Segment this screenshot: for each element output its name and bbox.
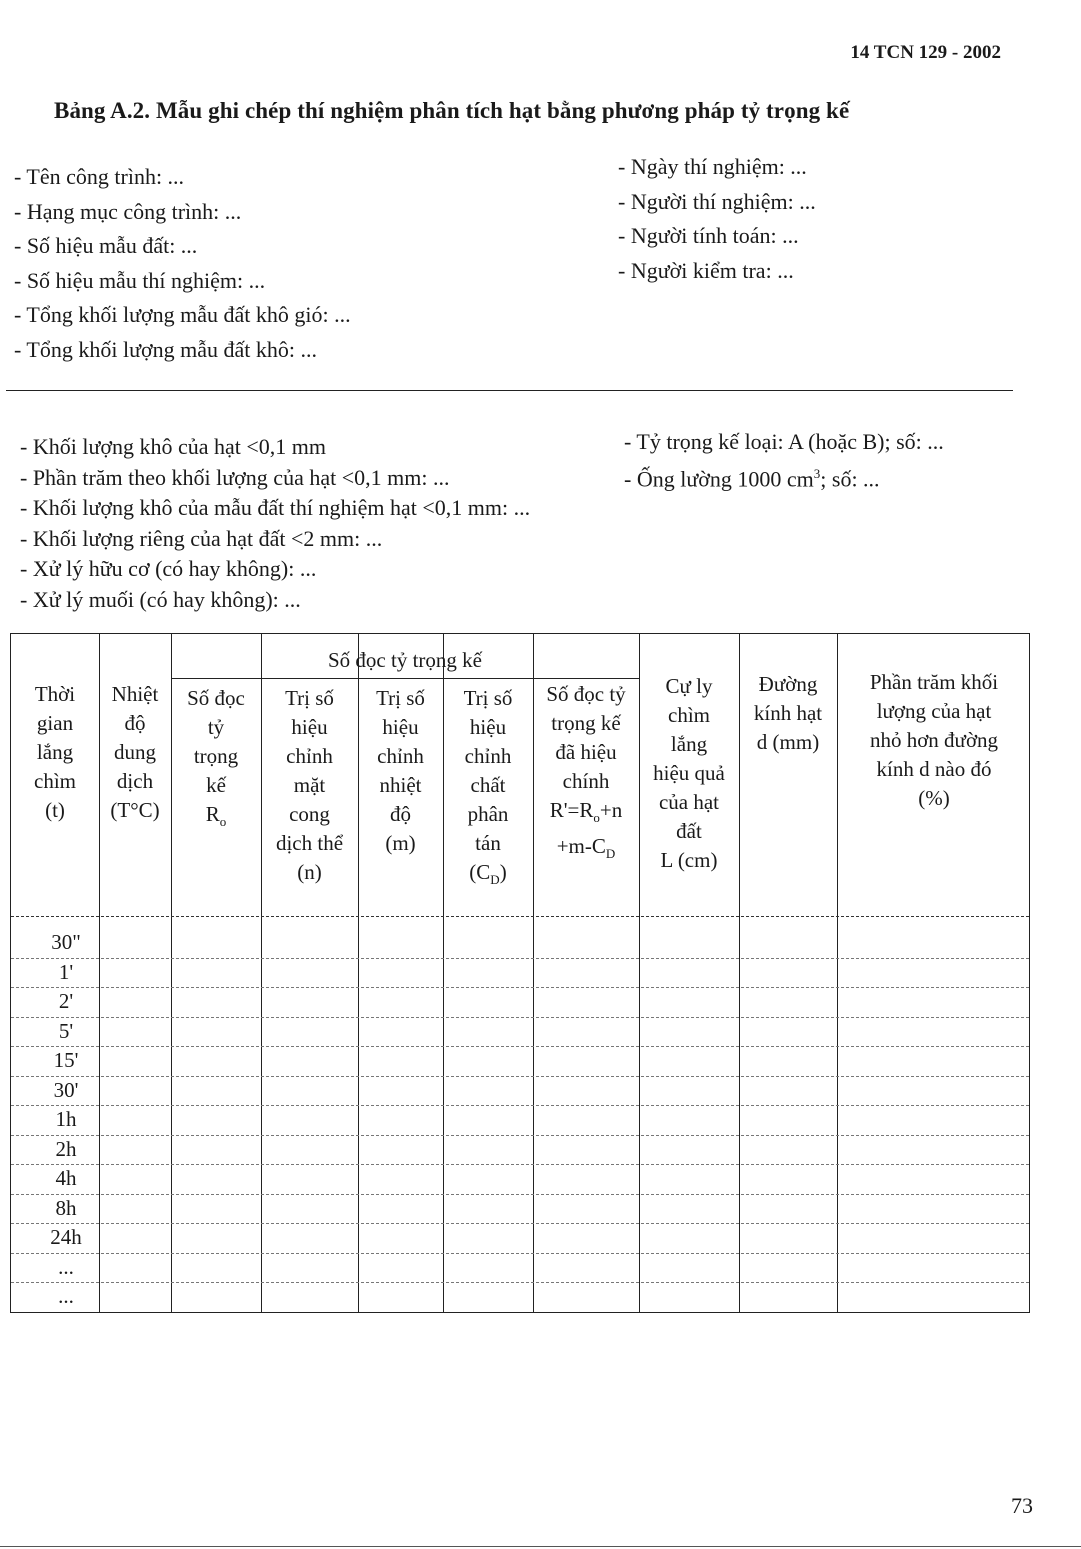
personnel-info-item: - Người thí nghiệm: ... [618,188,816,214]
row-divider [11,1282,1029,1283]
header-line: độ [390,802,411,826]
header-line: đất [676,819,702,843]
header-hydrometer-reading: Số đọc tỷ trọng kế $R_o$ [171,684,261,836]
header-line: cong [289,802,330,826]
time-row-label: 30" [51,930,81,954]
time-row-label: 1h [55,1107,77,1131]
sample-property-item: - Xử lý hữu cơ (có hay không): ... [20,556,317,581]
row-divider [11,1194,1029,1195]
header-line: Số đọc tỷ [546,682,626,706]
header-line: kế [206,773,226,797]
project-info-item: - Tên công trình: ... [14,164,185,189]
header-line: Cự ly [665,674,713,698]
hydrometer-record-table [10,633,1030,1313]
header-line: Số đọc [187,686,245,710]
row-divider [11,1017,1029,1018]
header-line: chìm [668,703,710,727]
project-info-item: - Số hiệu mẫu đất: ... [14,233,198,258]
header-corrected-reading: Số đọc tỷ trọng kế đã hiệu chính $R'=R_o+n$ $+m-C_D$ [533,680,639,868]
row-divider [11,1076,1029,1077]
project-info-item: - Tổng khối lượng mẫu đất khô gió: ... [14,302,351,327]
row-divider [11,1135,1029,1136]
time-row-label: 8h [55,1195,77,1220]
row-divider [11,958,1029,959]
header-line: chính [562,769,610,793]
header-line: đã hiệu [555,740,617,764]
header-temperature [99,680,171,825]
header-line: tỷ [207,715,225,739]
section-divider [6,390,1013,391]
table-title: Bảng A.2. Mẫu ghi chép thí nghiệm phân tích hạt bằng phương pháp tỷ trọng kế [54,98,850,123]
header-body-separator [11,916,1029,917]
header-line: chỉnh [377,744,424,768]
header-line: (%) [918,786,950,810]
header-line: Trị số [463,686,513,710]
header-line: hiệu quả [653,761,725,785]
time-row-label: 30' [53,1077,79,1102]
header-line: Thời [34,682,76,706]
header-line: hiệu [469,715,507,739]
header-line: của hạt [658,790,720,814]
header-line: Phần trăm khối [869,670,999,694]
cylinder-info: - Ống lường 1000 $cm^3$; số: ... [624,466,880,492]
header-particle-diameter [739,670,837,757]
header-line: (t) [45,798,65,822]
row-divider [11,1253,1029,1254]
personnel-info-item: - Ngày thí nghiệm: ... [618,154,807,179]
page-bottom-rule [0,1546,1081,1547]
header-line: (n) [297,860,322,884]
time-row-label: 1' [58,959,74,984]
header-line: tán [475,831,501,855]
header-dispersant-correction: Trị số hiệu chỉnh chất phân tán $(C_D)$ [443,684,533,894]
sample-properties-list [20,432,530,615]
header-line: chỉnh [464,744,512,768]
time-row-label: 5' [58,1018,74,1043]
header-line: lắng [36,740,74,764]
time-row-label: 24h [50,1225,82,1249]
header-line: kính hạt [753,701,823,725]
header-line: trọng kế [551,711,621,735]
group-header-rule [171,678,639,679]
header-line: lắng [670,732,708,756]
equipment-info [624,426,944,495]
header-percent-finer [837,668,1031,813]
header-line: L (cm) [660,848,718,872]
time-row-label: 2' [58,989,74,1013]
header-line: nhỏ hơn đường [869,728,999,752]
sample-property-item: - Khối lượng khô của hạt <0,1 mm [20,434,327,459]
header-line: nhiệt [379,773,422,797]
header-line: độ [124,711,146,735]
project-info-item: - Số hiệu mẫu thí nghiệm: ... [14,267,266,293]
time-row-label: ... [58,1284,74,1308]
time-row-label: 15' [53,1048,79,1072]
header-line: mặt [293,773,326,797]
sample-property-item: - Khối lượng riêng của hạt đất <2 mm: ... [20,525,383,551]
hydrometer-info: - Tỷ trọng kế loại: A (hoặc B); số: ... [624,429,944,454]
project-info-item: - Tổng khối lượng mẫu đất khô: ... [14,336,318,362]
header-line: dung [114,740,156,764]
time-row-label: ... [58,1254,74,1279]
header-line: Đường [758,672,818,696]
test-personnel-list [618,150,816,288]
standard-code: 14 TCN 129 - 2002 [850,42,1001,63]
project-info-list [14,160,351,367]
header-line: lượng của hạt [876,699,992,723]
time-row-label: 4h [55,1166,77,1190]
header-line: trọng [193,744,239,768]
hydrometer-readings-group-header: Số đọc tỷ trọng kế [328,648,482,672]
row-divider [11,987,1029,988]
header-line: chìm [34,769,76,793]
header-line: chất [470,773,506,797]
time-row-label: 2h [55,1136,77,1161]
project-info-item: - Hạng mục công trình: ... [14,198,242,224]
header-line: kính d nào đó [876,757,992,781]
header-line: hiệu [382,715,419,739]
header-settling-time [11,680,99,825]
header-temperature-correction [358,684,443,858]
header-line: gian [36,711,74,735]
header-line: Trị số [376,686,425,710]
row-divider [11,1164,1029,1165]
header-line: dịch [116,769,154,793]
header-line: d (mm) [756,730,820,754]
header-meniscus-correction [261,684,358,887]
personnel-info-item: - Người tính toán: ... [618,223,799,248]
header-line: Nhiệt [111,682,159,706]
header-line: phân [467,802,509,826]
header-line: (T°C) [110,798,160,822]
sample-property-item: - Khối lượng khô của mẫu đất thí nghiệm hạt <0,1 mm: ... [20,495,531,520]
personnel-info-item: - Người kiểm tra: ... [618,257,794,283]
header-line: chỉnh [286,744,333,768]
row-divider [11,1046,1029,1047]
page-number: 73 [1011,1493,1033,1518]
sample-property-item: - Phần trăm theo khối lượng của hạt <0,1 mm: ... [20,464,450,490]
header-line: hiệu [291,715,328,739]
sample-property-item: - Xử lý muối (có hay không): ... [20,586,301,612]
header-line: (m) [385,831,416,855]
header-line: dịch thể [275,831,344,855]
header-settling-distance [639,672,739,875]
row-divider [11,1105,1029,1106]
header-line: Trị số [285,686,334,710]
row-divider [11,1223,1029,1224]
